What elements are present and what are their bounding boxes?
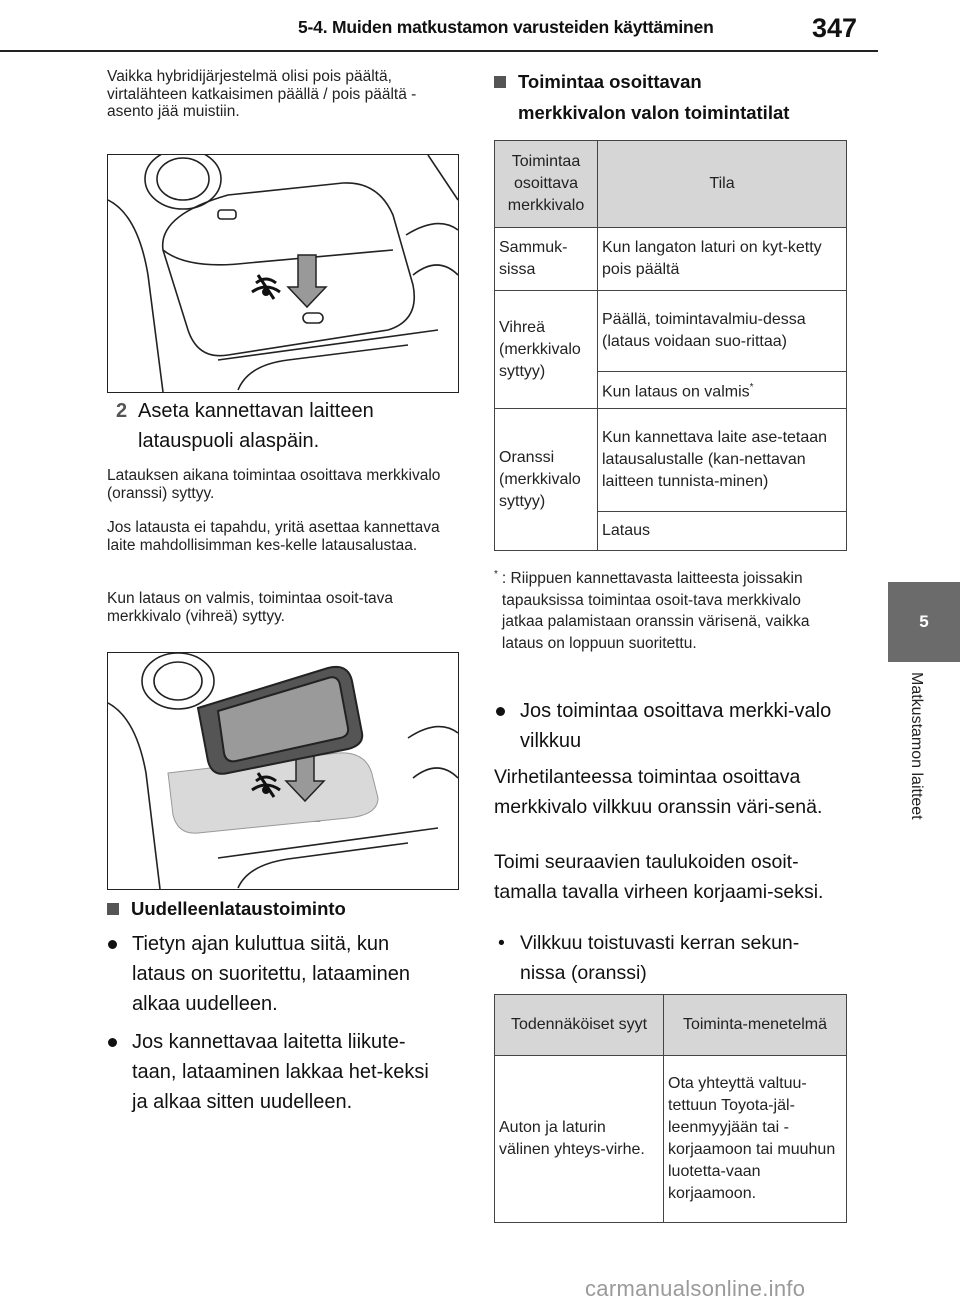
bullet-blinking: [490, 696, 840, 756]
table-cell: Ota yhteyttä valtuu-tettuun Toyota-jäl-leenmyyjään tai -korjaamoon tai muuhun luotetta-vaan korjaamoon.: [664, 1056, 847, 1223]
heading-square-icon: [107, 903, 119, 915]
step-text: Aseta kannettavan laitteen latauspuoli alaspäin.: [138, 400, 374, 452]
table-header-row: [495, 141, 847, 228]
table-row: [495, 291, 847, 372]
asterisk-mark: *: [749, 381, 754, 393]
paragraph-fix: Toimi seuraavien taulukoiden osoit-tamalla tavalla virheen korjaami-seksi.: [494, 851, 824, 903]
heading-square-icon: [494, 76, 506, 88]
step-2: [116, 396, 456, 456]
bullet-icon: [108, 940, 117, 949]
table-header-cell: Toiminta-menetelmä: [664, 995, 847, 1056]
heading-recharge: [107, 893, 346, 924]
table-cell: Päällä, toimintavalmiu-dessa (lataus voidaan suo-rittaa): [598, 291, 847, 372]
table-cell: Kun kannettava laite ase-tetaan latausalustalle (kan-nettavan laitteen tunnista-minen): [598, 409, 847, 512]
table-cell: Kun langaton laturi on kyt-ketty pois päältä: [598, 228, 847, 291]
table-header-cell: Tila: [598, 141, 847, 228]
illustration-phone-on-pad: [107, 652, 459, 890]
bullet-icon: [496, 707, 505, 716]
bullet-text: Jos kannettavaa laitetta liikute-taan, lataaminen lakkaa het-keksi ja alkaa sitten uudelleen.: [132, 1031, 429, 1113]
table-cell-text: Kun lataus on valmis: [602, 383, 750, 401]
heading-recharge-text: Uudelleenlataustoiminto: [131, 898, 346, 919]
heading-indicator-states: [494, 66, 849, 128]
paragraph-charging: Latauksen aikana toimintaa osoittava merkkivalo (oranssi) syttyy.: [107, 467, 441, 502]
table-header-row: [495, 995, 847, 1056]
sub-bullet-text: Vilkkuu toistuvasti kerran sekun-nissa (oranssi): [520, 932, 800, 984]
intro-paragraph: Vaikka hybridijärjestelmä olisi pois päältä, virtalähteen katkaisimen päällä / pois päältä -asento jää muistiin.: [107, 68, 417, 120]
table-cell: Oranssi (merkkivalo syttyy): [495, 409, 598, 551]
step-number: 2: [116, 400, 128, 422]
table-cell: [598, 372, 847, 409]
bullet-text: Tietyn ajan kuluttua siitä, kun lataus on suoritettu, lataaminen alkaa uudelleen.: [132, 933, 410, 1015]
chapter-label: Matkustamon laitteet: [908, 672, 925, 820]
table-cell: Auton ja laturin välinen yhteys-virhe.: [495, 1056, 664, 1223]
watermark: carmanualsonline.info: [585, 1276, 806, 1301]
footnote-text: : Riippuen kannettavasta laitteesta joissakin tapauksissa toimintaa osoit-tava merkkivalo jatkaa palamistaan oranssin värisenä, vaikka lataus on loppuun suoritettu.: [501, 570, 810, 652]
footnote: [494, 568, 839, 654]
paragraph-no-charging: Jos latausta ei tapahdu, yritä asettaa kannettava laite mahdollisimman kes-kelle latausalustaa.: [107, 519, 440, 554]
paragraph-error: Virhetilanteessa toimintaa osoittava merkkivalo vilkkuu oranssin väri-senä.: [494, 766, 823, 818]
heading-line-1: Toimintaa osoittavan: [518, 71, 702, 92]
sub-bullet-icon: •: [498, 932, 505, 954]
list-item: [102, 929, 447, 1019]
sub-bullet: [498, 928, 843, 988]
heading-line-2: merkkivalon valon toimintatilat: [518, 102, 790, 123]
bullet-icon: [108, 1038, 117, 1047]
table-row: [495, 228, 847, 291]
illustration-charging-pad: [107, 154, 459, 393]
list-item: [102, 1027, 447, 1117]
header-rule: [0, 50, 878, 52]
list-item: [490, 696, 840, 756]
footnote-mark: *: [494, 569, 498, 580]
indicator-table: [494, 140, 847, 551]
section-title: 5-4. Muiden matkustamon varusteiden käyttäminen: [298, 17, 714, 37]
chapter-tab[interactable]: 5: [888, 582, 960, 662]
paragraph-charging-complete: Kun lataus on valmis, toimintaa osoit-tava merkkivalo (vihreä) syttyy.: [107, 590, 394, 625]
table-header-cell: Todennäköiset syyt: [495, 995, 664, 1056]
error-table: [494, 994, 847, 1223]
table-header-cell: Toimintaa osoittava merkkivalo: [495, 141, 598, 228]
bullet-text: Jos toimintaa osoittava merkki-valo vilkkuu: [520, 700, 832, 752]
bullet-list-recharge: [102, 929, 447, 1117]
table-cell: Sammuk-sissa: [495, 228, 598, 291]
page-number: 347: [812, 13, 858, 43]
table-row: [495, 409, 847, 512]
table-row: [495, 1056, 847, 1223]
table-cell: Vihreä (merkkivalo syttyy): [495, 291, 598, 409]
table-cell: Lataus: [598, 512, 847, 551]
